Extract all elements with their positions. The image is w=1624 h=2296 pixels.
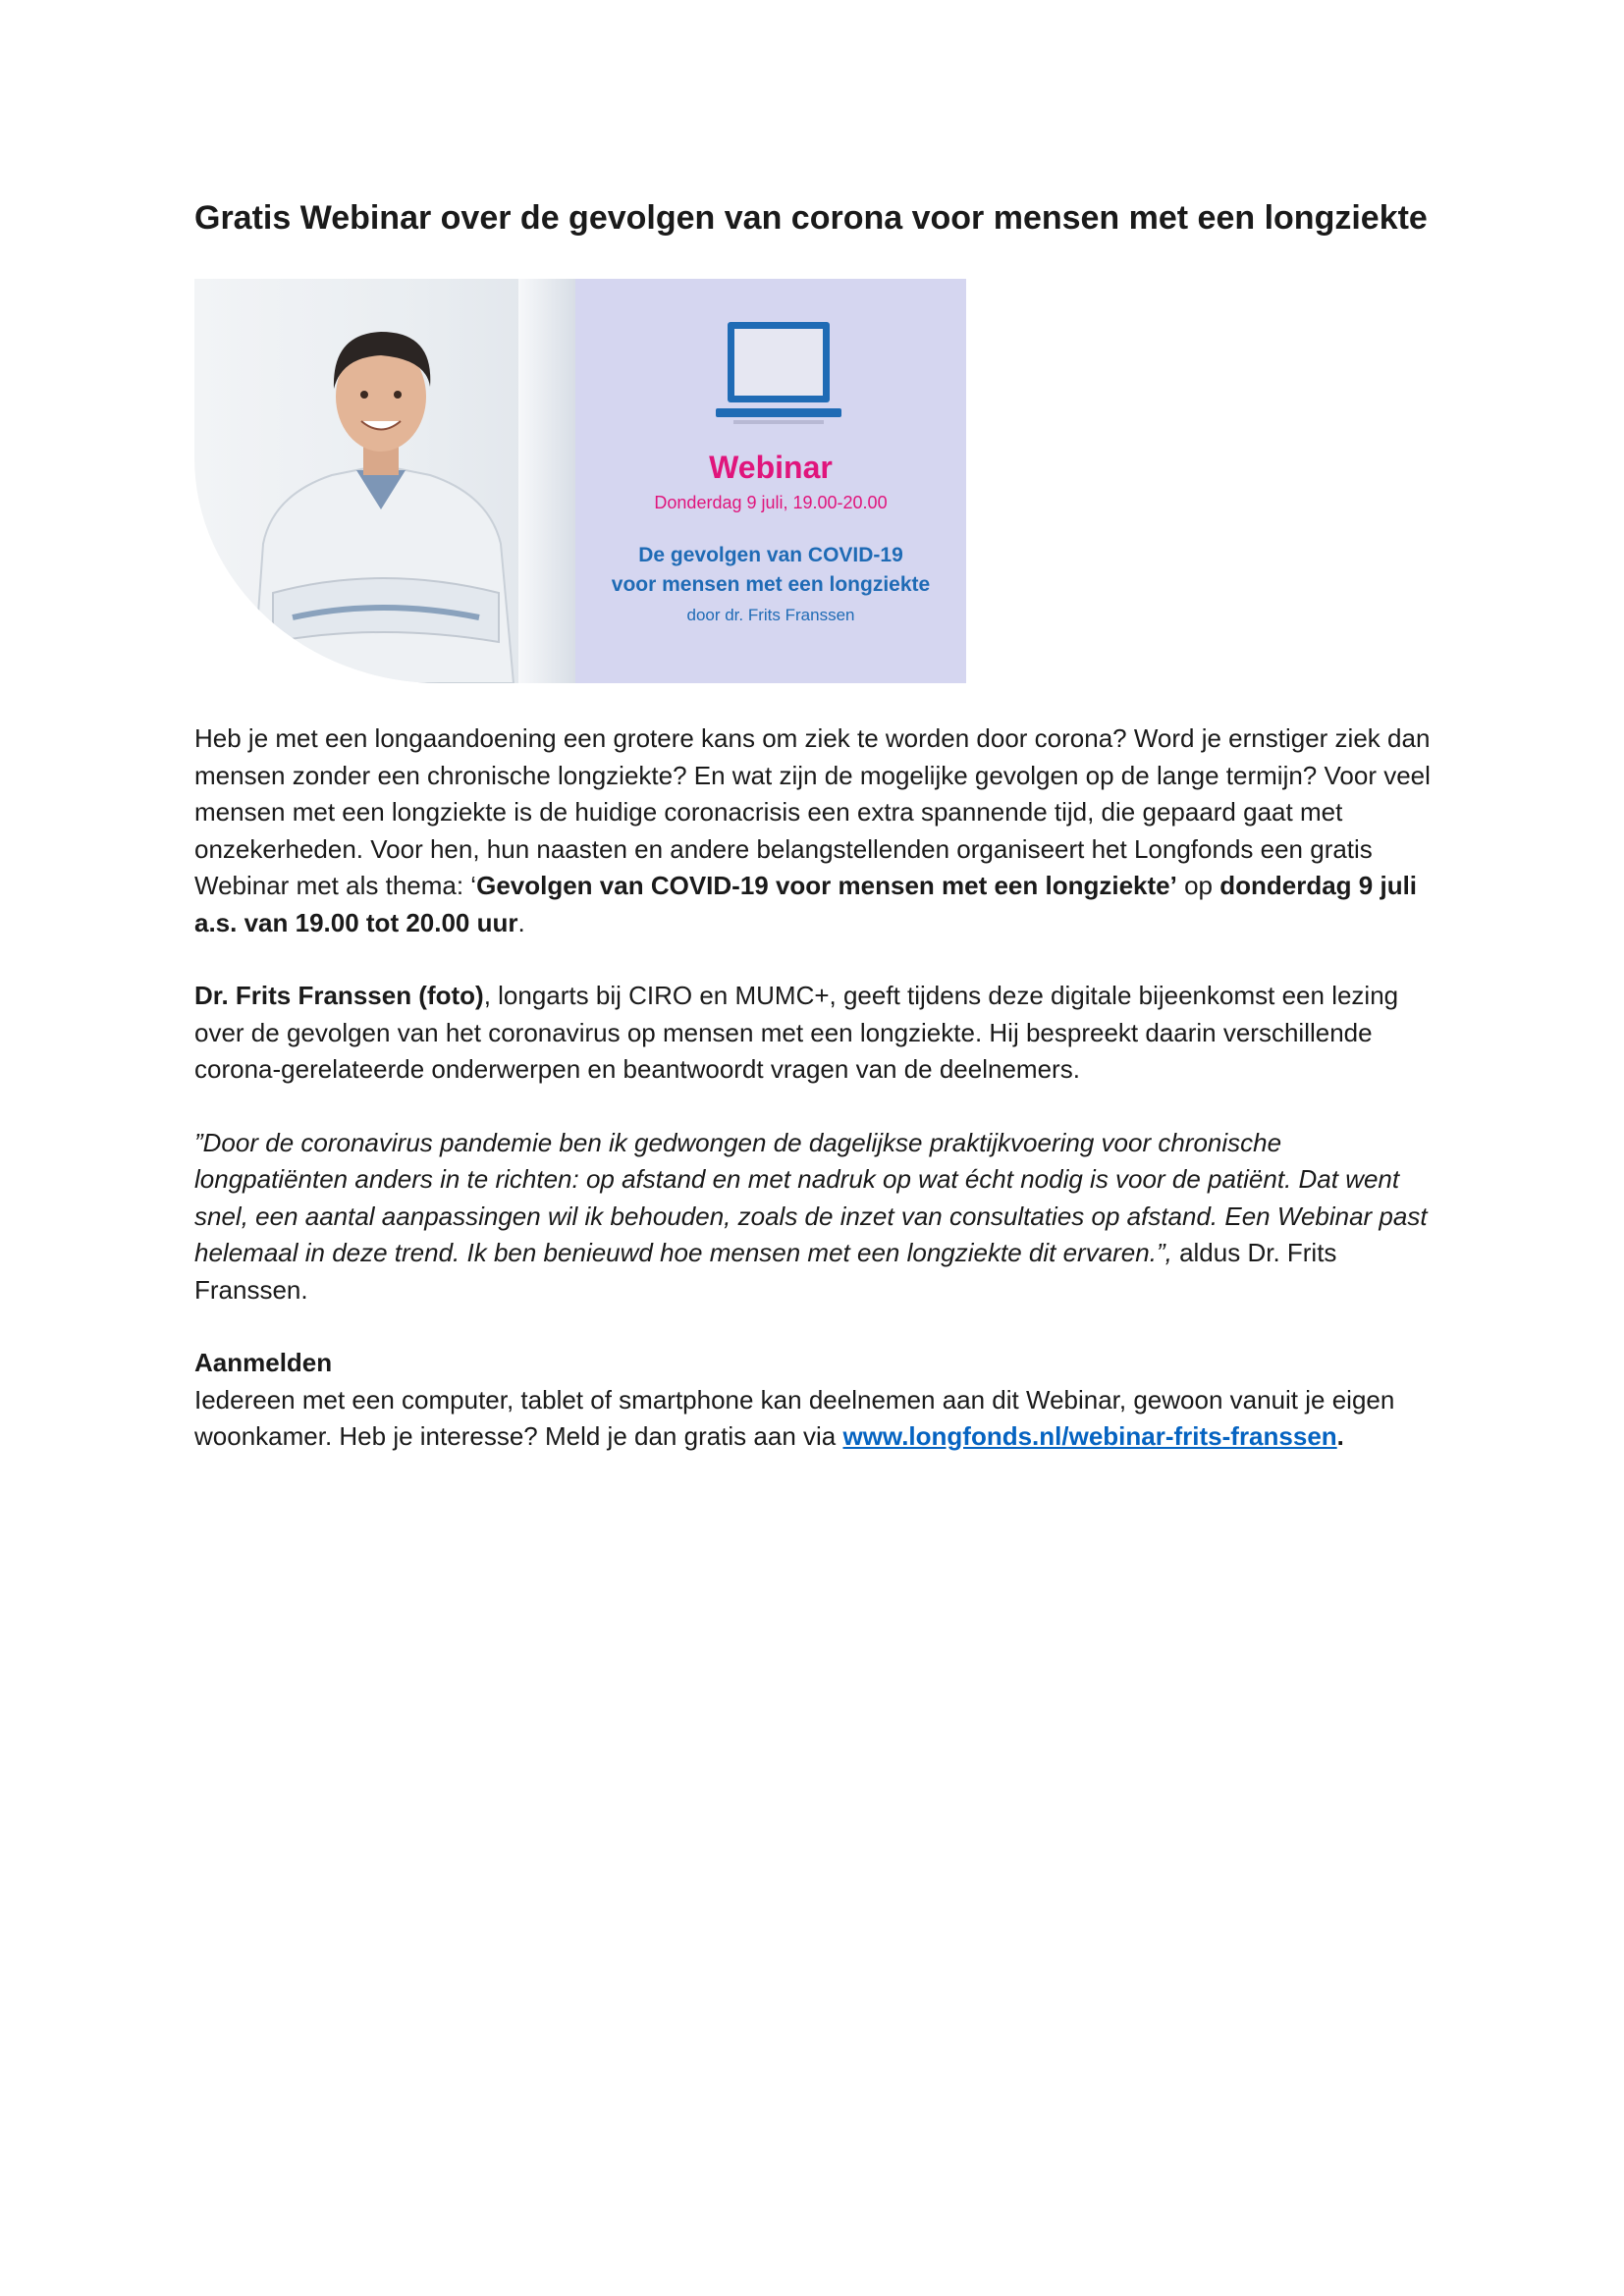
webinar-promo-panel [575,279,966,683]
intro-text: Heb je met een longaandoening een grotere kans om ziek te worden door corona? Word je ernstiger ziek dan mensen zonder een chronische longziekte? En wat zijn de mogelijke gevolgen op de lange termijn? Voor veel mensen met een longziekte is de huidige coronacrisis een extra spannende tijd, die gepaard gaat met onzekerheden. Voor hen, hun naasten en andere belangstellenden organiseert het Longfonds een gratis Webinar met als thema: ‘ [194,723,1431,900]
quote-paragraph [194,1125,1441,1309]
signup-text: Iedereen met een computer, tablet of smartphone kan deelnemen aan dit Webinar, gewoon vanuit je eigen woonkamer. Heb je interesse? Meld je dan gratis aan via [194,1384,1395,1451]
webinar-date: Donderdag 9 juli, 19.00-20.00 [654,493,888,512]
page-title: Gratis Webinar over de gevolgen van corona voor mensen met een longziekte [194,199,1428,237]
quote-attribution: aldus Dr. Frits Franssen. [194,1238,1337,1305]
webinar-subtitle-line2: voor mensen met een longziekte [611,573,931,596]
speaker-text: , longarts bij CIRO en MUMC+, geeft tijdens deze digitale bijeenkomst een lezing over de gevolgen van het coronavirus op mensen met een longziekte. Hij bespreekt daarin verschillende corona-gerelateerde onderwerpen en beantwoordt vragen van de deelnemers. [194,981,1399,1084]
signup-link[interactable]: www.longfonds.nl/webinar-frits-franssen [842,1421,1337,1451]
quote-text: ”Door de coronavirus pandemie ben ik gedwongen de dagelijkse praktijkvoering voor chronische longpatiënten anders in te richten: op afstand en met nadruk op wat écht nodig is voor de patiënt. Dat went snel, een aantal aanpassingen wil ik behouden, zoals de inzet van consultaties op afstand. Een Webinar past helemaal in deze trend. Ik ben benieuwd hoe mensen met een longziekte dit ervaren.”, [194,1127,1428,1267]
speaker-photo [194,279,575,683]
intro-middle: op [1176,871,1220,900]
article-body [194,721,1441,1456]
signup-heading: Aanmelden [194,1348,333,1377]
webinar-theme: Gevolgen van COVID-19 voor mensen met een longziekte’ [476,871,1177,900]
speaker-paragraph [194,978,1441,1089]
webinar-subtitle-line1: De gevolgen van COVID-19 [638,544,903,566]
speaker-name: Dr. Frits Franssen (foto) [194,981,484,1010]
webinar-banner-image [194,279,966,683]
webinar-label: Webinar [709,450,833,485]
intro-paragraph [194,721,1441,941]
webinar-speaker: door dr. Frits Franssen [686,606,855,624]
laptop-icon [712,316,845,438]
document-page [194,192,1441,1456]
webinar-datetime: donderdag 9 juli a.s. van 19.00 tot 20.00 uur [194,871,1418,937]
speaker-portrait-icon [234,298,528,683]
signup-end: . [1336,1421,1344,1451]
signup-paragraph [194,1345,1441,1456]
intro-end: . [517,907,525,937]
